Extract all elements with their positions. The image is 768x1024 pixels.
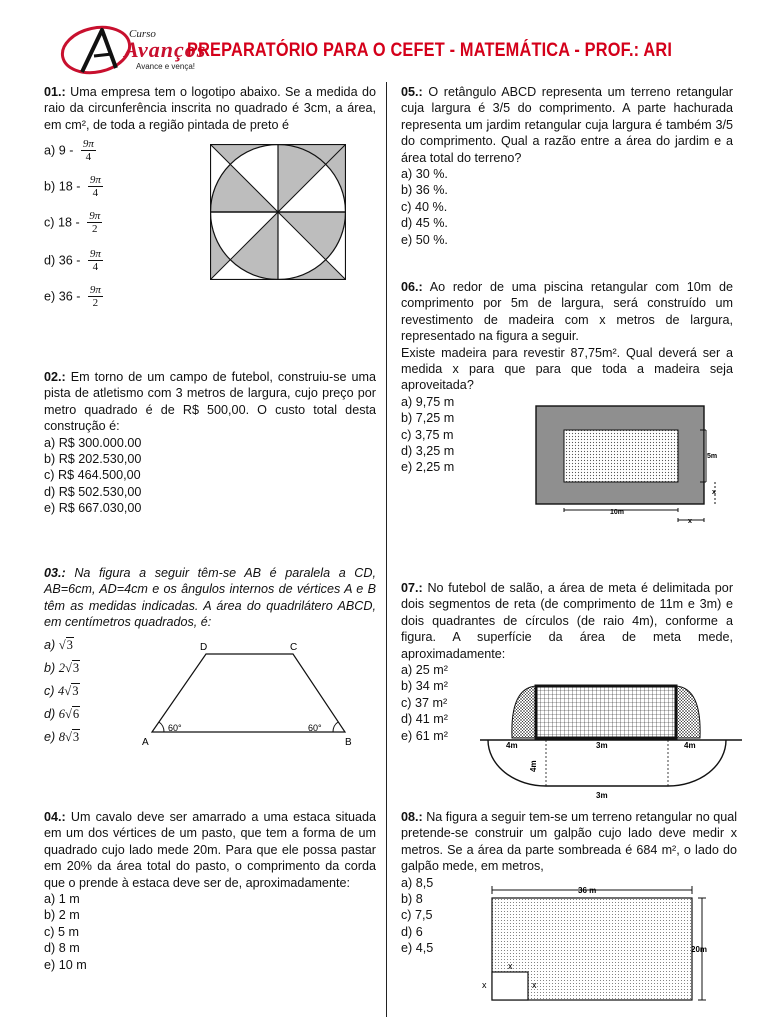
column-divider	[386, 82, 387, 1017]
option-a[interactable]: a) √3	[44, 637, 73, 652]
option-a[interactable]: a) 9,75 m	[401, 394, 455, 409]
label-right-4m: 4m	[684, 741, 696, 750]
option-a[interactable]: a) R$ 300.000.00	[44, 435, 142, 450]
angle-a-label: 60°	[168, 723, 182, 733]
option-e[interactable]: e) 36 - $\frac{9\pi}{2}$	[44, 284, 101, 310]
question-number: 01.:	[44, 85, 66, 99]
option-b[interactable]: b) 36 %.	[401, 183, 448, 198]
option-e[interactable]: e) 61 m²	[401, 728, 448, 743]
label-10m: 10m	[610, 509, 625, 516]
label-20m: 20m	[691, 945, 708, 954]
option-d[interactable]: d) 6	[401, 924, 423, 939]
vertex-a-label: A	[142, 737, 149, 748]
page-title: PREPARATÓRIO PARA O CEFET - MATEMÁTICA - PROF.: ARI	[187, 40, 673, 61]
option-d[interactable]: d) 3,25 m	[401, 444, 455, 459]
logo-curso-text: Curso	[129, 28, 156, 40]
option-b[interactable]: b) 2 m	[44, 908, 80, 923]
warehouse-figure	[476, 880, 730, 1004]
question-number: 02.:	[44, 370, 66, 384]
question-02-statement	[44, 369, 376, 435]
option-c[interactable]: c) R$ 464.500,00	[44, 468, 141, 483]
question-number: 04.:	[44, 810, 66, 824]
option-e[interactable]: e) 4,5	[401, 941, 434, 956]
option-e[interactable]: e) 10 m	[44, 957, 87, 972]
course-logo	[54, 24, 207, 80]
vertex-c-label: C	[290, 642, 298, 653]
option-c[interactable]: c) 18 - $\frac{9\pi}{2}$	[44, 210, 101, 236]
question-text: Na figura a seguir tem-se um terreno retangular no qual pretende-se construir um galpão cujo lado deve medir x metros. Se a área da parte sombreada é 684 m², o lado do galpão mede, em metros,	[401, 810, 738, 874]
options-list	[44, 891, 376, 973]
question-08-statement	[401, 809, 737, 875]
option-d[interactable]: d) 45 %.	[401, 216, 448, 231]
options-list	[44, 435, 376, 517]
option-b[interactable]: b) R$ 202.530,00	[44, 452, 142, 467]
label-x-bottom: x	[688, 518, 692, 525]
question-text: Na figura a seguir têm-se AB é paralela a CD, AB=6cm, AD=4cm e os ângulos internos de vértices A e B têm as medidas indicadas. A área do quadrilátero ABCD, em centímetros quadrados, é:	[44, 566, 376, 630]
label-x-left: x	[482, 980, 487, 990]
angle-b-label: 60°	[308, 723, 322, 733]
question-06-statement-2: Existe madeira para revestir 87,75m². Qual deverá ser a medida x para que para que toda a madeira seja aproveitada?	[401, 345, 733, 393]
question-number: 06.:	[401, 280, 423, 294]
question-text: O retângulo ABCD representa um terreno retangular cuja largura é 3/5 do comprimento. A parte hachurada representa um jardim retangular cuja largura é também 3/5 do comprimento. Qual a razão entre a área do jardim e a área total do terreno?	[401, 85, 733, 165]
option-b[interactable]: b) 34 m²	[401, 679, 448, 694]
option-c[interactable]: c) 40 %.	[401, 199, 448, 214]
label-x-right: x	[712, 489, 716, 496]
question-03-statement	[44, 565, 376, 631]
question-text: Em torno de um campo de futebol, construiu-se uma pista de atletismo com 3 metros de largura, cujo preço por metro quadrado é de R$ 500,00. O custo total desta construção é:	[44, 370, 376, 434]
option-a[interactable]: a) 25 m²	[401, 663, 448, 678]
question-07-statement	[401, 580, 733, 662]
option-b[interactable]: b) 18 - $\frac{9\pi}{4}$	[44, 174, 101, 200]
option-d[interactable]: d) 8 m	[44, 941, 80, 956]
option-d[interactable]: d) 6√6	[44, 706, 80, 721]
option-b[interactable]: b) 7,25 m	[401, 411, 455, 426]
question-number: 08.:	[401, 810, 423, 824]
option-a[interactable]: a) 30 %.	[401, 167, 448, 182]
option-e[interactable]: e) R$ 667.030,00	[44, 501, 142, 516]
option-b[interactable]: b) 2√3	[44, 660, 80, 675]
logo-name-text: Avanços	[124, 37, 207, 62]
label-bottom-3m: 3m	[596, 791, 608, 800]
page-header	[40, 22, 755, 82]
option-c[interactable]: c) 5 m	[44, 924, 79, 939]
option-a[interactable]: a) 8,5	[401, 875, 434, 890]
question-02	[44, 369, 376, 517]
option-c[interactable]: c) 37 m²	[401, 695, 448, 710]
question-text: No futebol de salão, a área de meta é delimitada por dois segmentos de reta (de comprimento de 11m e 3m) e dois quadrantes de círculos (de raio 4m), conforme a figura. A superfície da área de meta mede, aproximadamente:	[401, 581, 734, 661]
option-c[interactable]: c) 4√3	[44, 683, 79, 698]
question-number: 07.:	[401, 581, 423, 595]
goal-area-figure	[476, 678, 746, 802]
option-c[interactable]: c) 7,5	[401, 908, 433, 923]
question-text: Um cavalo deve ser amarrado a uma estaca situada em um dos vértices de um pasto, que tem a forma de um quadrado cujo lado mede 20m. Para que ele possa pastar em 20% da área total do pasto, o comprimento da corda que o prende à estaca deve ser de, aproximadamente:	[44, 810, 376, 890]
question-number: 03.:	[44, 566, 66, 580]
question-05-statement	[401, 84, 733, 166]
label-36m: 36 m	[578, 886, 597, 895]
option-d[interactable]: d) 41 m²	[401, 712, 448, 727]
question-number: 05.:	[401, 85, 423, 99]
question-01-statement	[44, 84, 376, 133]
option-e[interactable]: e) 2,25 m	[401, 460, 455, 475]
logo-figure	[210, 144, 346, 280]
pool-figure	[532, 402, 738, 528]
option-a[interactable]: a) 1 m	[44, 892, 80, 907]
label-5m: 5m	[707, 453, 718, 460]
option-e[interactable]: e) 50 %.	[401, 232, 448, 247]
label-left-4m: 4m	[506, 741, 518, 750]
label-mid-3m: 3m	[596, 741, 608, 750]
question-text: Ao redor de uma piscina retangular com 10m de comprimento por 5m de largura, será construído um revestimento de madeira com x metros de largura, representado na figura a seguir.	[401, 280, 733, 344]
option-e[interactable]: e) 8√3	[44, 729, 80, 744]
logo-slogan-text: Avance e vença!	[136, 62, 196, 71]
option-d[interactable]: d) R$ 502.530,00	[44, 484, 142, 499]
label-x-right: x	[532, 980, 537, 990]
question-04	[44, 809, 376, 973]
option-b[interactable]: b) 8	[401, 892, 423, 907]
question-06-statement	[401, 279, 733, 345]
trapezoid-figure	[140, 640, 360, 750]
vertex-d-label: D	[200, 642, 208, 653]
option-d[interactable]: d) 36 - $\frac{9\pi}{4}$	[44, 248, 101, 274]
question-text: Uma empresa tem o logotipo abaixo. Se a medida do raio da circunferência inscrita no quadrado é 3cm, a área, em cm², de toda a região pintada de preto é	[44, 85, 377, 132]
vertex-b-label: B	[345, 737, 352, 748]
question-05	[401, 84, 733, 248]
label-x-top: x	[508, 961, 513, 971]
option-a[interactable]: a) 9 - $\frac{9\pi}{4}$	[44, 138, 94, 164]
option-c[interactable]: c) 3,75 m	[401, 427, 454, 442]
options-list	[401, 166, 733, 248]
label-vertical-4m: 4m	[529, 760, 538, 772]
question-04-statement	[44, 809, 376, 891]
